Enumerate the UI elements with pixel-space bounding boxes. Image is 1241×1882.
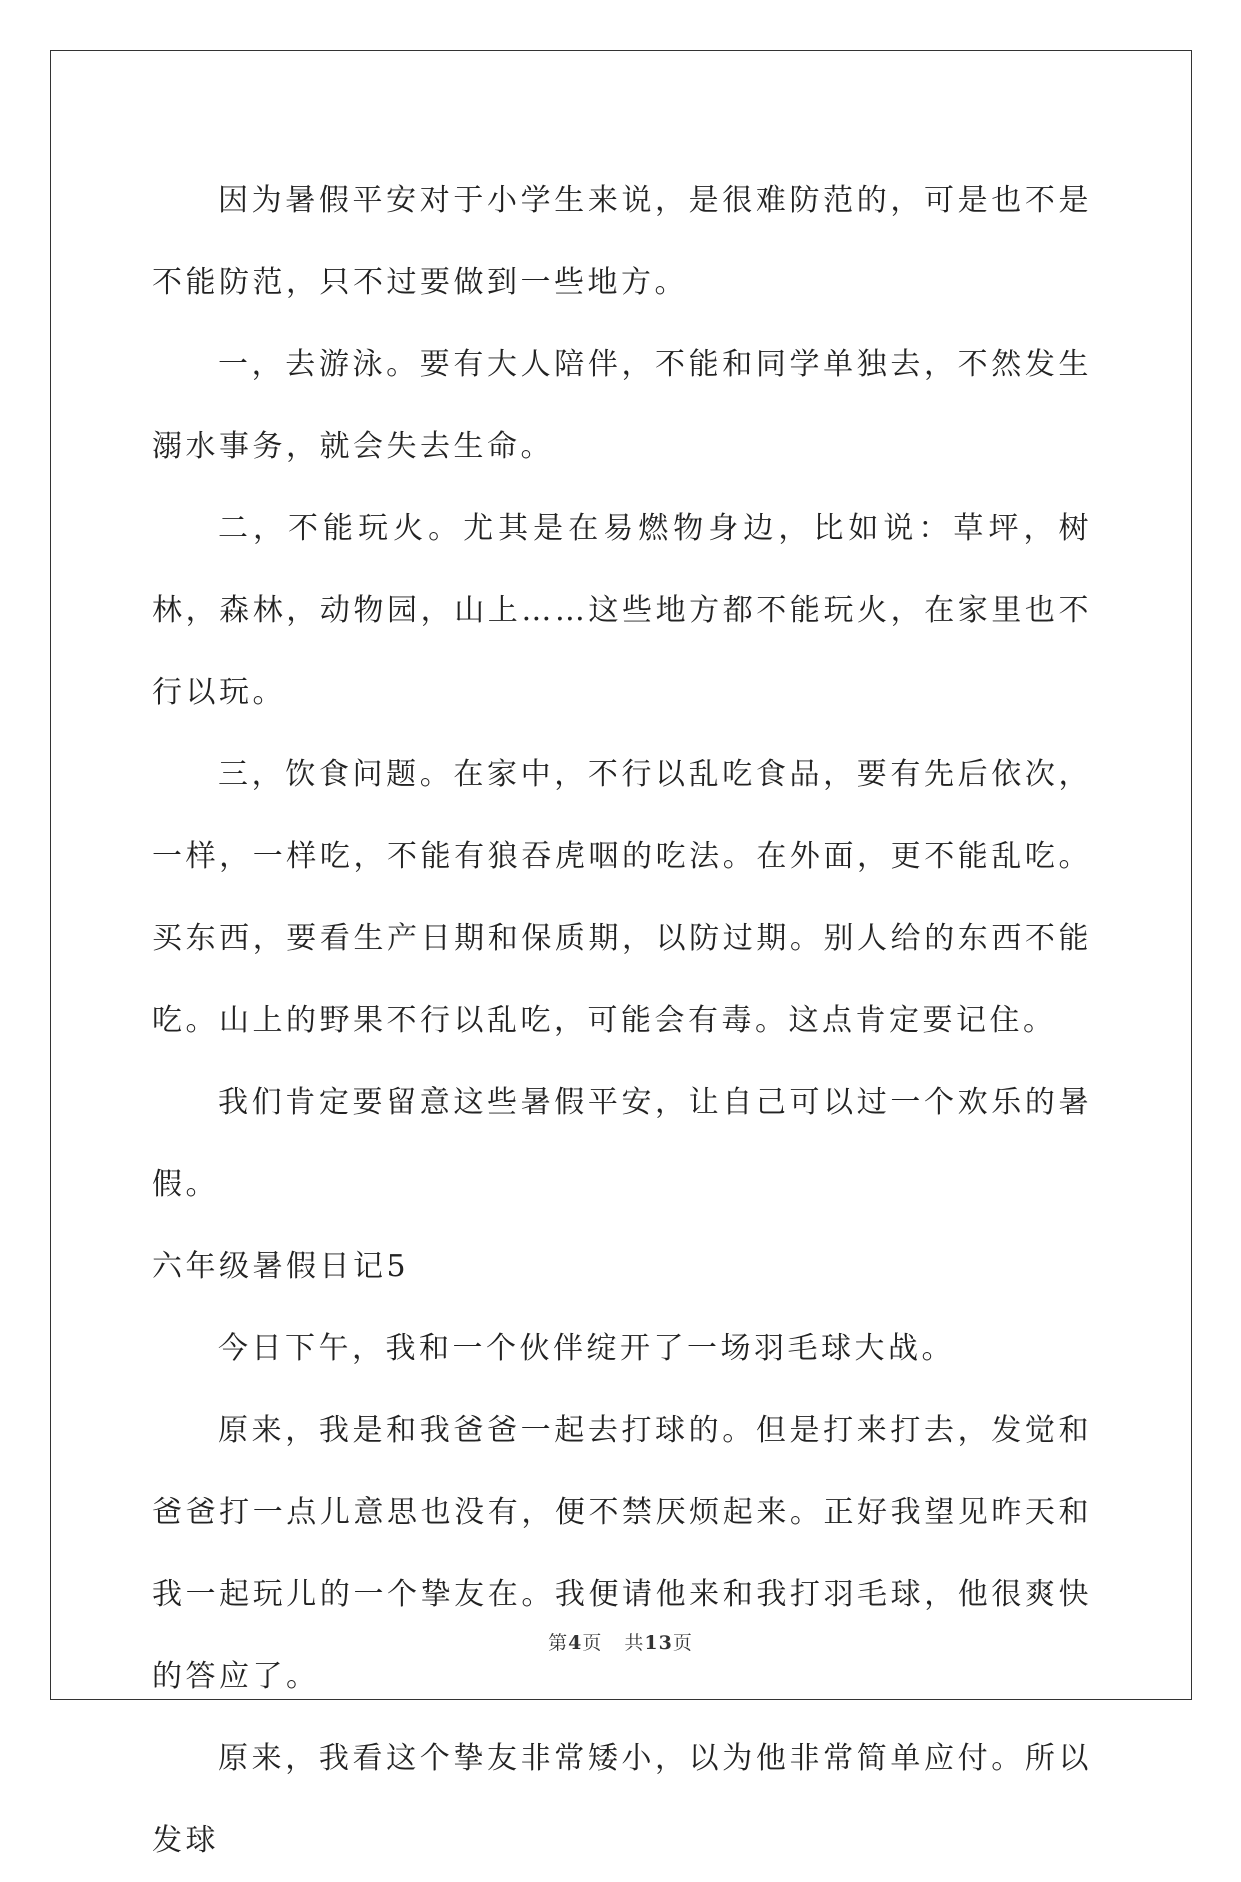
footer-page-word: 页 <box>582 1632 603 1654</box>
footer-total-suffix: 页 <box>672 1632 693 1654</box>
section-heading: 六年级暑假日记5 <box>152 1249 410 1284</box>
current-page-number: 4 <box>568 1632 583 1654</box>
total-page-count: 13 <box>644 1632 673 1654</box>
paragraph: 二，不能玩火。尤其是在易燃物身边，比如说：草坪，树林，森林，动物园，山上……这些地方都不能玩火，在家里也不行以玩。 <box>152 511 1092 710</box>
paragraph: 三，饮食问题。在家中，不行以乱吃食品，要有先后依次，一样，一样吃，不能有狼吞虎咽的吃法。在外面，更不能乱吃。买东西，要看生产日期和保质期，以防过期。别人给的东西不能吃。山上的野果不行以乱吃，可能会有毒。这点肯定要记住。 <box>152 757 1092 1038</box>
footer-prefix: 第 <box>548 1632 569 1654</box>
paragraph: 原来，我是和我爸爸一起去打球的。但是打来打去，发觉和爸爸打一点儿意思也没有，便不禁厌烦起来。正好我望见昨天和我一起玩儿的一个挚友在。我便请他来和我打羽毛球，他很爽快的答应了。 <box>152 1413 1092 1694</box>
paragraph: 今日下午，我和一个伙伴绽开了一场羽毛球大战。 <box>218 1331 955 1366</box>
paragraph: 一，去游泳。要有大人陪伴，不能和同学单独去，不然发生溺水事务，就会失去生命。 <box>152 347 1092 464</box>
document-body <box>152 160 1092 1882</box>
paragraph: 我们肯定要留意这些暑假平安，让自己可以过一个欢乐的暑假。 <box>152 1085 1092 1202</box>
paragraph: 因为暑假平安对于小学生来说，是很难防范的，可是也不是不能防范，只不过要做到一些地方。 <box>152 183 1092 300</box>
page-footer <box>0 1628 1241 1655</box>
footer-total-prefix: 共 <box>624 1632 645 1654</box>
paragraph: 原来，我看这个挚友非常矮小，以为他非常简单应付。所以发球 <box>152 1741 1092 1858</box>
